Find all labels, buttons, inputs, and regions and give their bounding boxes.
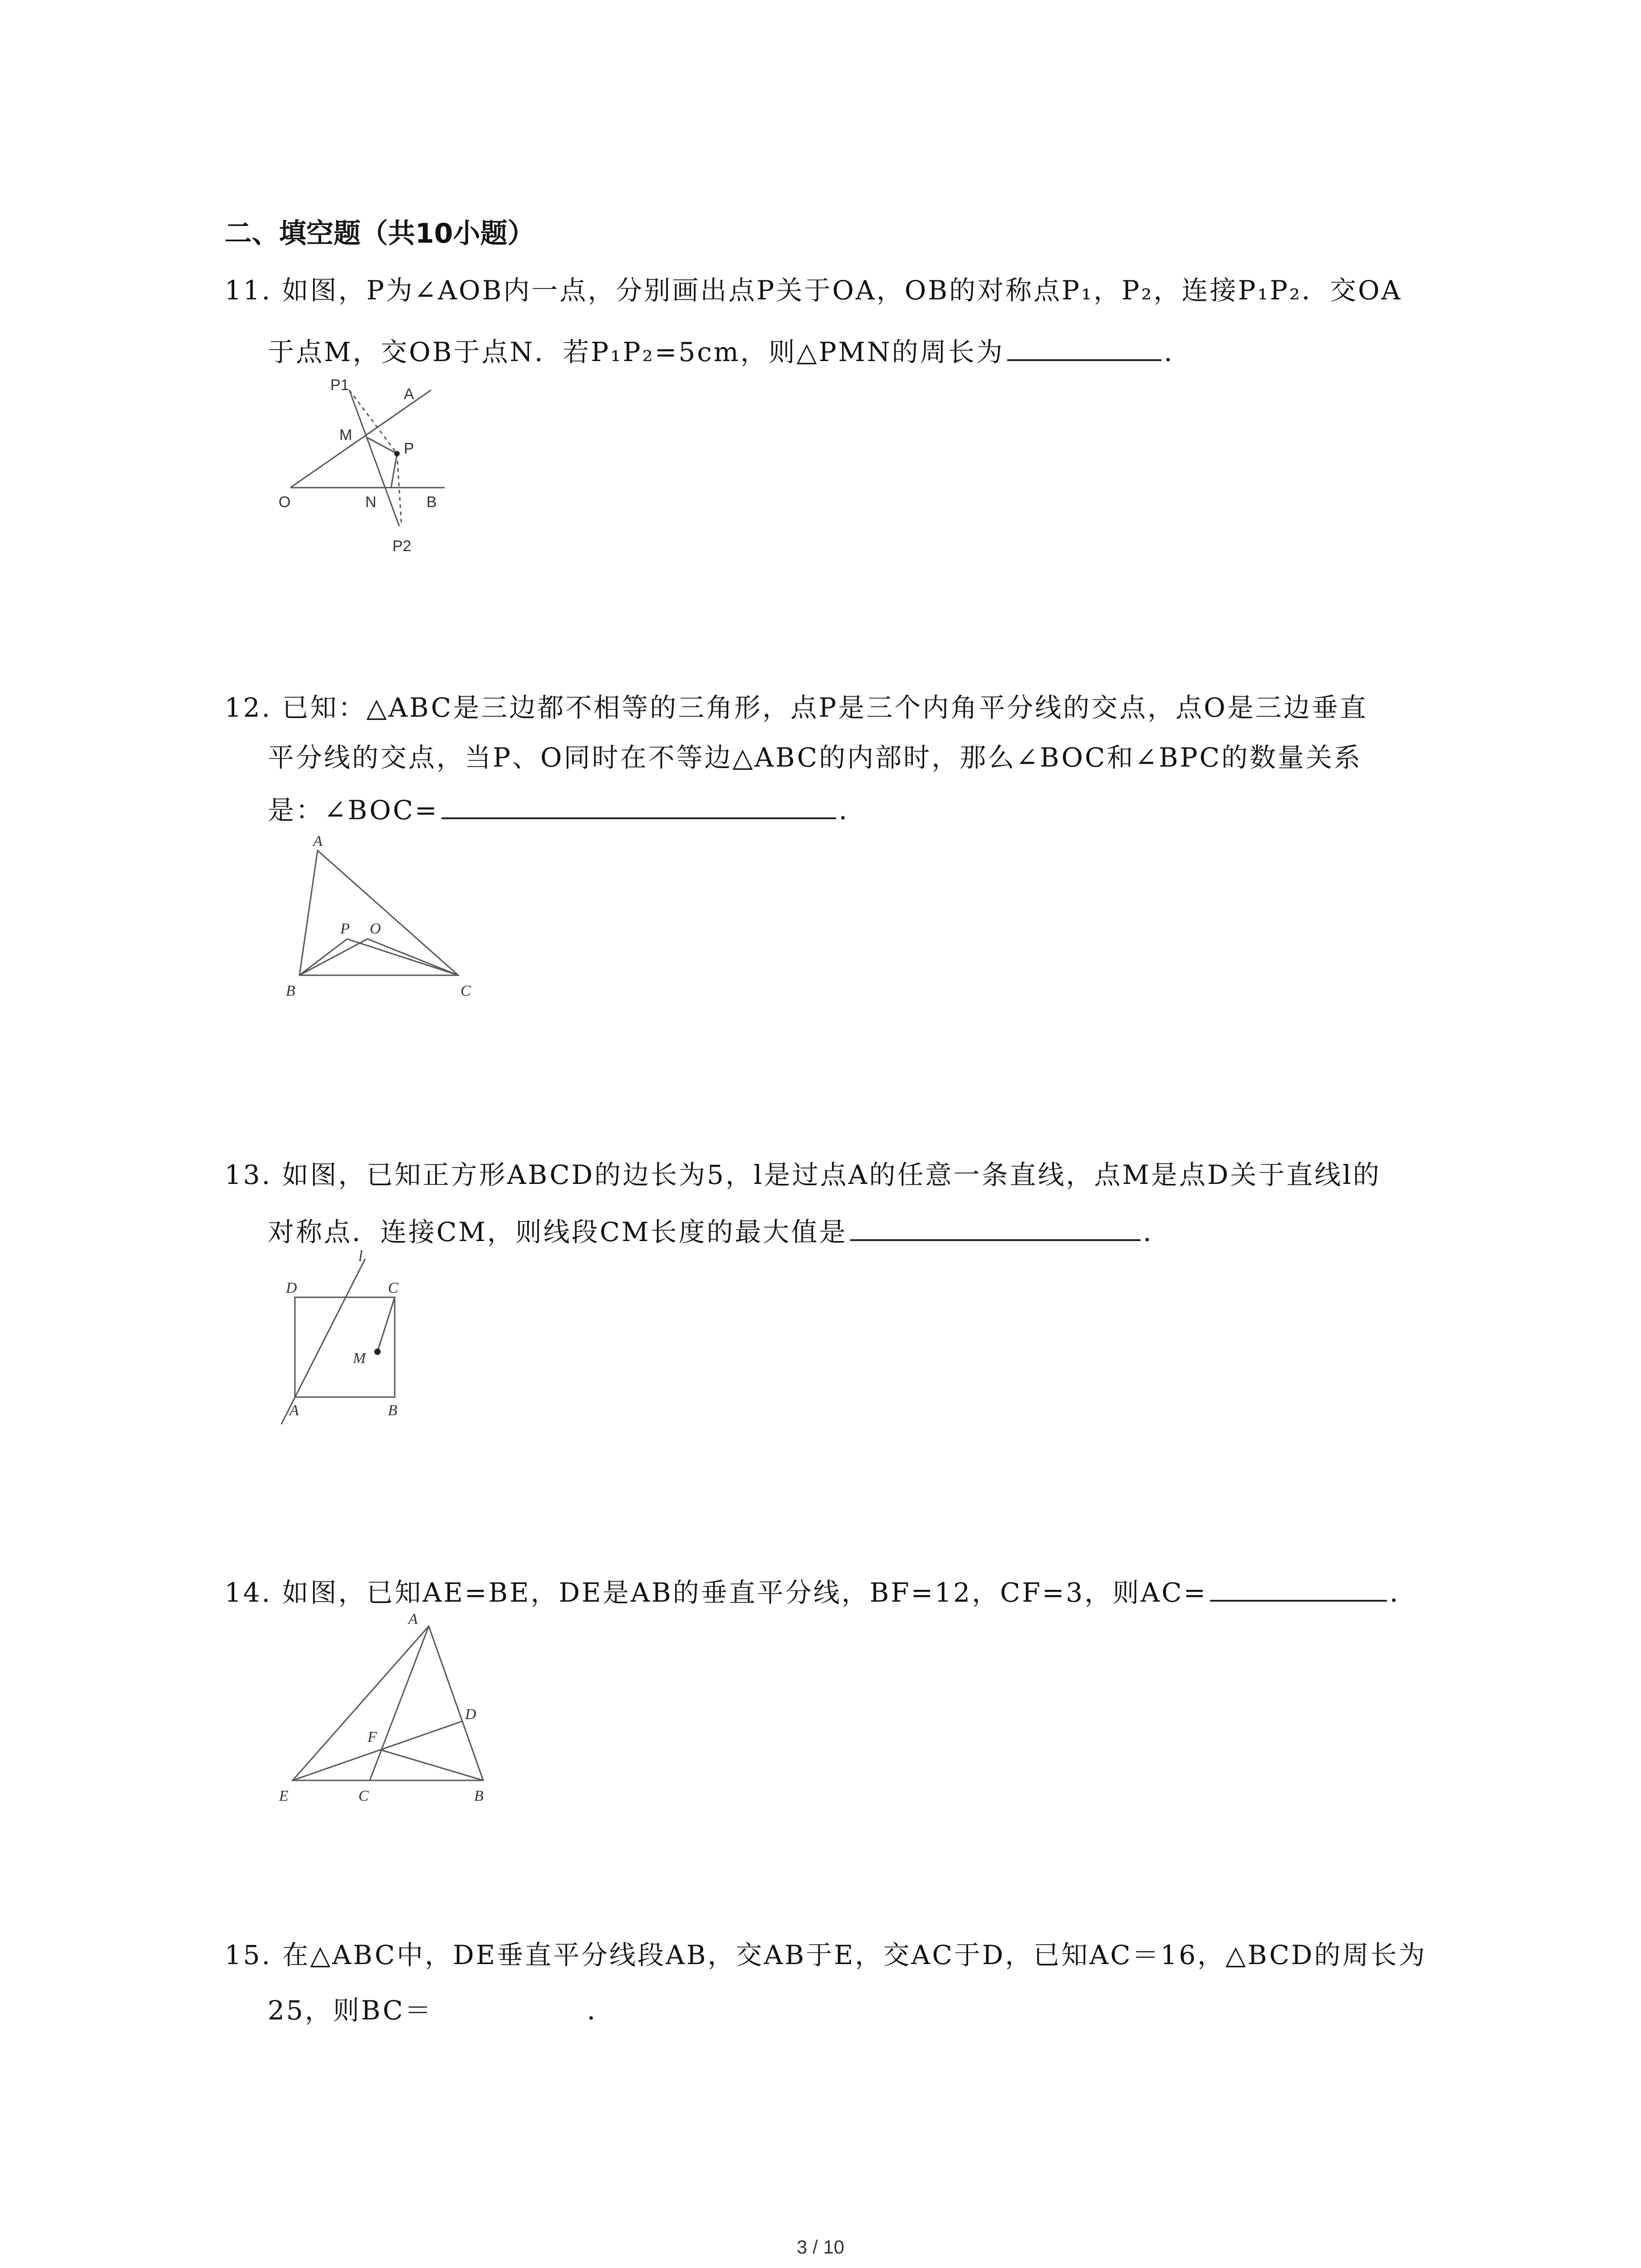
q14-text: 14. 如图，已知AE=BE，DE是AB的垂直平分线，BF=12，CF=3，则AC=: [225, 1577, 1208, 1608]
q11-label-n: N: [365, 494, 377, 511]
q14-answer-blank[interactable]: [1210, 1572, 1387, 1602]
q13-answer-blank[interactable]: [850, 1211, 1141, 1241]
q12-label-a: A: [313, 833, 323, 850]
q15-text-line-1: 15. 在△ABC中，DE垂直平分线段AB，交AB于E，交AC于D，已知AC＝16，△BCD的周长为: [225, 1940, 1427, 1970]
q12-end-mark: ．: [838, 795, 867, 826]
q11-answer-blank[interactable]: [1007, 331, 1161, 361]
q13-label-d: D: [286, 1280, 297, 1296]
q11-label-b: B: [426, 494, 437, 511]
q13-label-c: C: [388, 1280, 398, 1296]
q14-end-mark: ．: [1390, 1577, 1418, 1608]
q13-text: 对称点．连接CM，则线段CM长度的最大值是: [268, 1217, 847, 1247]
page-number: 3 / 10: [796, 2236, 845, 2258]
q14-label-f: F: [367, 1729, 377, 1745]
q13-figure: [272, 1247, 417, 1429]
q14-figure: [272, 1606, 508, 1814]
q12-label-c: C: [460, 982, 471, 999]
q11-label-p2: P2: [392, 538, 411, 555]
q13-text-line-2: [268, 1211, 1171, 1250]
section-title: 二、填空题（共10小题）: [225, 218, 535, 249]
q11-text-line-1: 11. 如图，P为∠AOB内一点，分别画出点P关于OA，OB的对称点P₁，P₂，连接P₁P₂．交OA: [225, 275, 1402, 306]
q12-figure: [277, 830, 495, 1002]
q13-end-mark: ．: [1143, 1217, 1171, 1247]
q13-label-m: M: [353, 1350, 366, 1367]
q12-label-b: B: [286, 982, 295, 999]
q14-text-line-1: [225, 1572, 1418, 1611]
q14-label-b: B: [474, 1788, 484, 1804]
q11-label-p: P: [404, 440, 414, 457]
q11-label-o: O: [279, 494, 291, 511]
q12-text-line-3: [268, 789, 867, 828]
q11-end-mark: ．: [1164, 337, 1192, 367]
q11-text-line-2: [268, 331, 1192, 370]
q15-text: 25，则BC＝: [268, 1995, 433, 2026]
q14-label-a: A: [408, 1611, 418, 1628]
q11-label-m: M: [339, 426, 353, 444]
q15-text-line-2: [268, 1991, 615, 2028]
q11-label-p1: P1: [330, 376, 349, 394]
q11-label-a: A: [404, 386, 414, 403]
q15-end-mark: ．: [587, 1995, 615, 2026]
q14-label-c: C: [358, 1788, 369, 1804]
q12-text: 是：∠BOC=: [268, 795, 439, 826]
q12-text-line-2: 平分线的交点，当P、O同时在不等边△ABC的内部时，那么∠BOC和∠BPC的数量关系: [268, 742, 1362, 773]
q12-text-line-1: 12. 已知：△ABC是三边都不相等的三角形，点P是三个内角平分线的交点，点O是三边垂直: [225, 692, 1368, 723]
q13-text-line-1: 13. 如图，已知正方形ABCD的边长为5，l是过点A的任意一条直线，点M是点D关于直线l的: [225, 1159, 1381, 1190]
q13-label-l: l: [358, 1248, 363, 1265]
q13-label-a: A: [289, 1402, 299, 1419]
q13-label-b: B: [388, 1402, 397, 1419]
q14-label-d: D: [465, 1706, 476, 1723]
q12-answer-blank[interactable]: [441, 789, 836, 819]
q15-answer-space[interactable]: [433, 1991, 587, 2019]
q12-label-p: P: [340, 920, 350, 937]
q12-label-o: O: [370, 920, 381, 937]
q11-text: 于点M，交OB于点N．若P₁P₂=5cm，则△PMN的周长为: [268, 337, 1004, 367]
q14-label-e: E: [279, 1788, 289, 1804]
q11-figure: [272, 372, 463, 562]
